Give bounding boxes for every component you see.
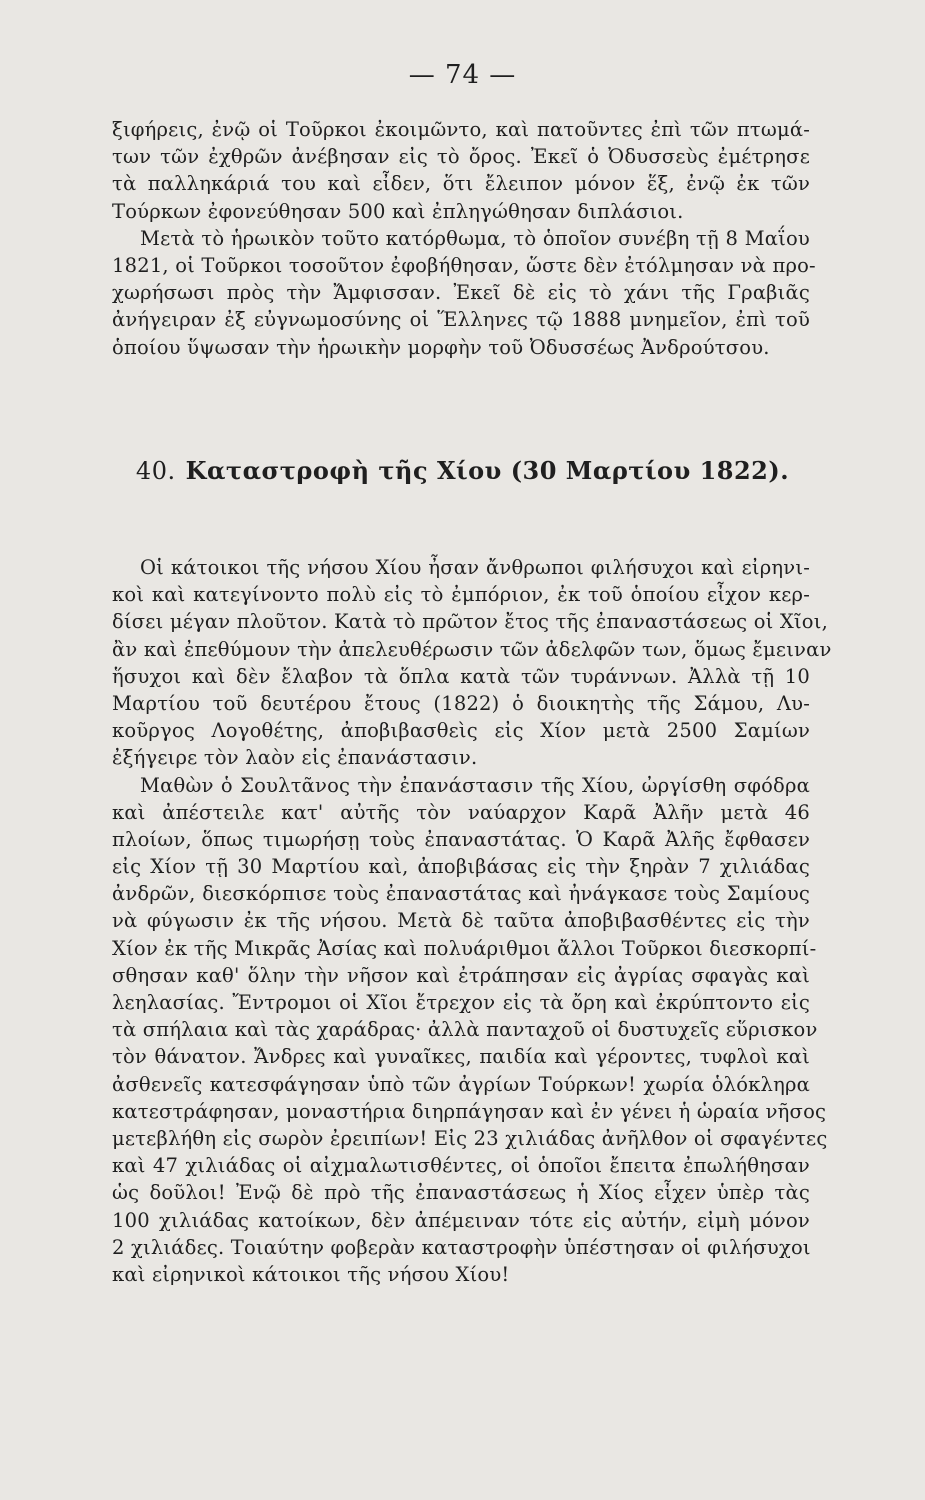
text-line: καὶ ἀπέστειλε κατ' αὐτῆς τὸν ναύαρχον Καρᾶ Ἀλῆν μετὰ 46 (112, 800, 810, 824)
text-line: τὸν θάνατον. Ἄνδρες καὶ γυναῖκες, παιδία καὶ γέροντες, τυφλοὶ καὶ (112, 1045, 810, 1069)
text-line: ὁποίου ὕψωσαν τὴν ἡρωικὴν μορφὴν τοῦ Ὀδυσσέως Ἀνδρούτσου. (112, 335, 770, 359)
text-line: νὰ φύγωσιν ἐκ τῆς νήσου. Μετὰ δὲ ταῦτα ἀποβιβασθέντες εἰς τὴν (112, 909, 810, 933)
section-heading (0, 456, 925, 485)
text-line: κοὶ καὶ κατεγίνοντο πολὺ εἰς τὸ ἐμπόριον, ἐκ τοῦ ὁποίου εἶχον κερ- (112, 583, 810, 607)
text-line: δίσει μέγαν πλοῦτον. Κατὰ τὸ πρῶτον ἔτος τῆς ἐπαναστάσεως οἱ Χῖοι, (112, 610, 828, 634)
text-line: Οἱ κάτοικοι τῆς νήσου Χίου ἦσαν ἄνθρωποι φιλήσυχοι καὶ εἰρηνι- (140, 556, 810, 579)
text-line: μετεβλήθη εἰς σωρὸν ἐρειπίων! Εἰς 23 χιλιάδας ἀνῆλθον οἱ σφαγέντες (112, 1126, 828, 1150)
text-line: κοῦργος Λογοθέτης, ἀποβιβασθεὶς εἰς Χίον μετὰ 2500 Σαμίων (112, 719, 810, 743)
text-line: ἐξήγειρε τὸν λαὸν εἰς ἐπανάστασιν. (112, 746, 478, 770)
text-line: Μαρτίου τοῦ δευτέρου ἔτους (1822) ὁ διοικητὴς τῆς Σάμου, Λυ- (112, 691, 810, 715)
text-line: Χίον ἐκ τῆς Μικρᾶς Ἀσίας καὶ πολυάριθμοι ἄλλοι Τοῦρκοι διεσκορπί- (112, 936, 817, 960)
text-line: τὰ σπήλαια καὶ τὰς χαράδρας· ἀλλὰ πανταχοῦ οἱ δυστυχεῖς εὕρισκον (112, 1018, 818, 1042)
text-line: σθησαν καθ' ὅλην τὴν νῆσον καὶ ἐτράπησαν εἰς ἀγρίας σφαγὰς καὶ (112, 963, 810, 987)
text-block-top (112, 116, 816, 361)
text-line: ἀσθενεῖς κατεσφάγησαν ὑπὸ τῶν ἀγρίων Τούρκων! χωρία ὁλόκληρα (112, 1072, 810, 1096)
text-line: εἰς Χίον τῇ 30 Μαρτίου καὶ, ἀποβιβάσας εἰς τὴν ξηρὰν 7 χιλιάδας (112, 855, 810, 879)
text-line: καὶ εἰρηνικοὶ κάτοικοι τῆς νήσου Χίου! (112, 1262, 510, 1286)
page-number: — 74 — (408, 60, 517, 90)
text-line: 2 χιλιάδες. Τοιαύτην φοβερὰν καταστροφὴν ὑπέστησαν οἱ φιλήσυχοι (112, 1235, 811, 1259)
text-block-bottom (112, 554, 832, 1288)
text-line: ἀνδρῶν, διεσκόρπισε τοὺς ἐπαναστάτας καὶ ἠνάγκασε τοὺς Σαμίους (112, 882, 810, 906)
section-number: 40. (135, 457, 176, 485)
text-line: ξιφήρεις, ἐνῷ οἱ Τοῦρκοι ἐκοιμῶντο, καὶ πατοῦντες ἐπὶ τῶν πτωμά- (112, 118, 810, 141)
text-line: των τῶν ἐχθρῶν ἀνέβησαν εἰς τὸ ὄρος. Ἐκεῖ ὁ Ὀδυσσεὺς ἐμέτρησε (112, 145, 810, 169)
text-line: λεηλασίας. Ἔντρομοι οἱ Χῖοι ἔτρεχον εἰς τὰ ὄρη καὶ ἐκρύπτοντο εἰς (112, 991, 810, 1014)
text-line: ἂν καὶ ἐπεθύμουν τὴν ἀπελευθέρωσιν τῶν ἀδελφῶν των, ὅμως ἔμειναν (112, 637, 832, 661)
text-line: Τούρκων ἐφονεύθησαν 500 καὶ ἐπληγώθησαν διπλάσιοι. (112, 199, 684, 223)
text-line: πλοίων, ὅπως τιμωρήσῃ τοὺς ἐπαναστάτας. Ὁ Καρᾶ Ἀλῆς ἔφθασεν (112, 827, 810, 851)
text-line: τὰ παλληκάριά του καὶ εἶδεν, ὅτι ἔλειπον μόνον ἕξ, ἐνῷ ἐκ τῶν (112, 172, 810, 196)
text-line: ὡς δοῦλοι! Ἐνῷ δὲ πρὸ τῆς ἐπαναστάσεως ἡ Χίος εἶχεν ὑπὲρ τὰς (112, 1181, 810, 1205)
text-line: ἥσυχοι καὶ δὲν ἔλαβον τὰ ὅπλα κατὰ τῶν τυράννων. Ἀλλὰ τῇ 10 (112, 664, 810, 688)
text-line: Μαθὼν ὁ Σουλτᾶνος τὴν ἐπανάστασιν τῆς Χίου, ὠργίσθη σφόδρα (140, 773, 810, 797)
text-line: κατεστράφησαν, μοναστήρια διηρπάγησαν καὶ ἐν γένει ἡ ὡραία νῆσος (112, 1099, 827, 1123)
text-line: 100 χιλιάδας κατοίκων, δὲν ἀπέμειναν τότε εἰς αὐτήν, εἰμὴ μόνον (112, 1208, 810, 1232)
text-line: Μετὰ τὸ ἡρωικὸν τοῦτο κατόρθωμα, τὸ ὁποῖον συνέβη τῇ 8 Μαΐου (140, 226, 810, 250)
text-line: ἀνήγειραν ἐξ εὐγνωμοσύνης οἱ Ἕλληνες τῷ 1888 μνημεῖον, ἐπὶ τοῦ (112, 308, 810, 332)
section-title: Καταστροφὴ τῆς Χίου (30 Μαρτίου 1822). (185, 456, 790, 485)
text-line: χωρήσωσι πρὸς τὴν Ἄμφισσαν. Ἐκεῖ δὲ εἰς τὸ χάνι τῆς Γραβιᾶς (112, 281, 810, 305)
text-line: καὶ 47 χιλιάδας οἱ αἰχμαλωτισθέντες, οἱ ὁποῖοι ἔπειτα ἐπωλήθησαν (112, 1154, 810, 1178)
text-line: 1821, οἱ Τοῦρκοι τοσοῦτον ἐφοβήθησαν, ὥστε δὲν ἐτόλμησαν νὰ προ- (112, 253, 816, 277)
